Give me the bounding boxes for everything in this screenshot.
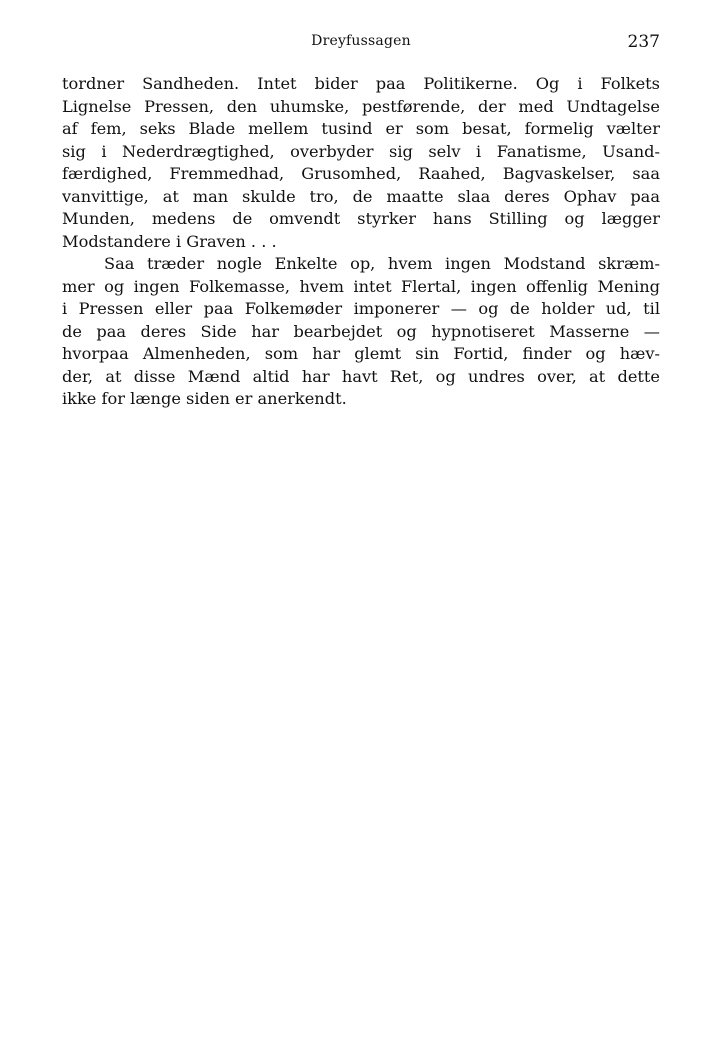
text-line: Lignelse Pressen, den uhumske, pestførende, der med Undtagelse <box>62 96 660 116</box>
text-line: de paa deres Side har bearbejdet og hypnotiseret Masserne — <box>62 321 660 341</box>
text-line: færdighed, Fremmedhad, Grusomhed, Raahed, Bagvaskelser, saa <box>62 164 660 183</box>
text-line: af fem, seks Blade mellem tusind er som besat, formelig vælter <box>62 119 660 138</box>
text-line: ikke for længe siden er anerkendt. <box>62 389 347 408</box>
text-line: tordner Sandheden. Intet bider paa Politikerne. Og i Folkets <box>62 74 660 93</box>
paragraph-2 <box>62 253 660 411</box>
text-line: sig i Nederdrægtighed, overbyder sig selv i Fanatisme, Usand- <box>62 141 660 161</box>
text-line: Modstandere i Graven . . . <box>62 231 277 251</box>
running-title: Dreyfussagen <box>311 33 411 49</box>
text-line: hvorpaa Almenheden, som har glemt sin Fortid, finder og hæv- <box>62 344 660 363</box>
text-line: der, at disse Mænd altid har havt Ret, og undres over, at dette <box>62 366 660 386</box>
text-line: i Pressen eller paa Folkemøder imponerer — og de holder ud, til <box>62 299 660 318</box>
text-line: vanvittige, at man skulde tro, de maatte slaa deres Ophav paa <box>62 186 660 206</box>
text-line: mer og ingen Folkemasse, hvem intet Flertal, ingen offenlig Mening <box>62 276 660 296</box>
text-line: Munden, medens de omvendt styrker hans Stilling og lægger <box>62 209 660 228</box>
body-text <box>62 73 660 411</box>
running-head <box>62 33 660 59</box>
text-line: Saa træder nogle Enkelte op, hvem ingen Modstand skræm- <box>104 254 660 273</box>
paragraph-1 <box>62 73 660 253</box>
page-number: 237 <box>627 32 660 52</box>
